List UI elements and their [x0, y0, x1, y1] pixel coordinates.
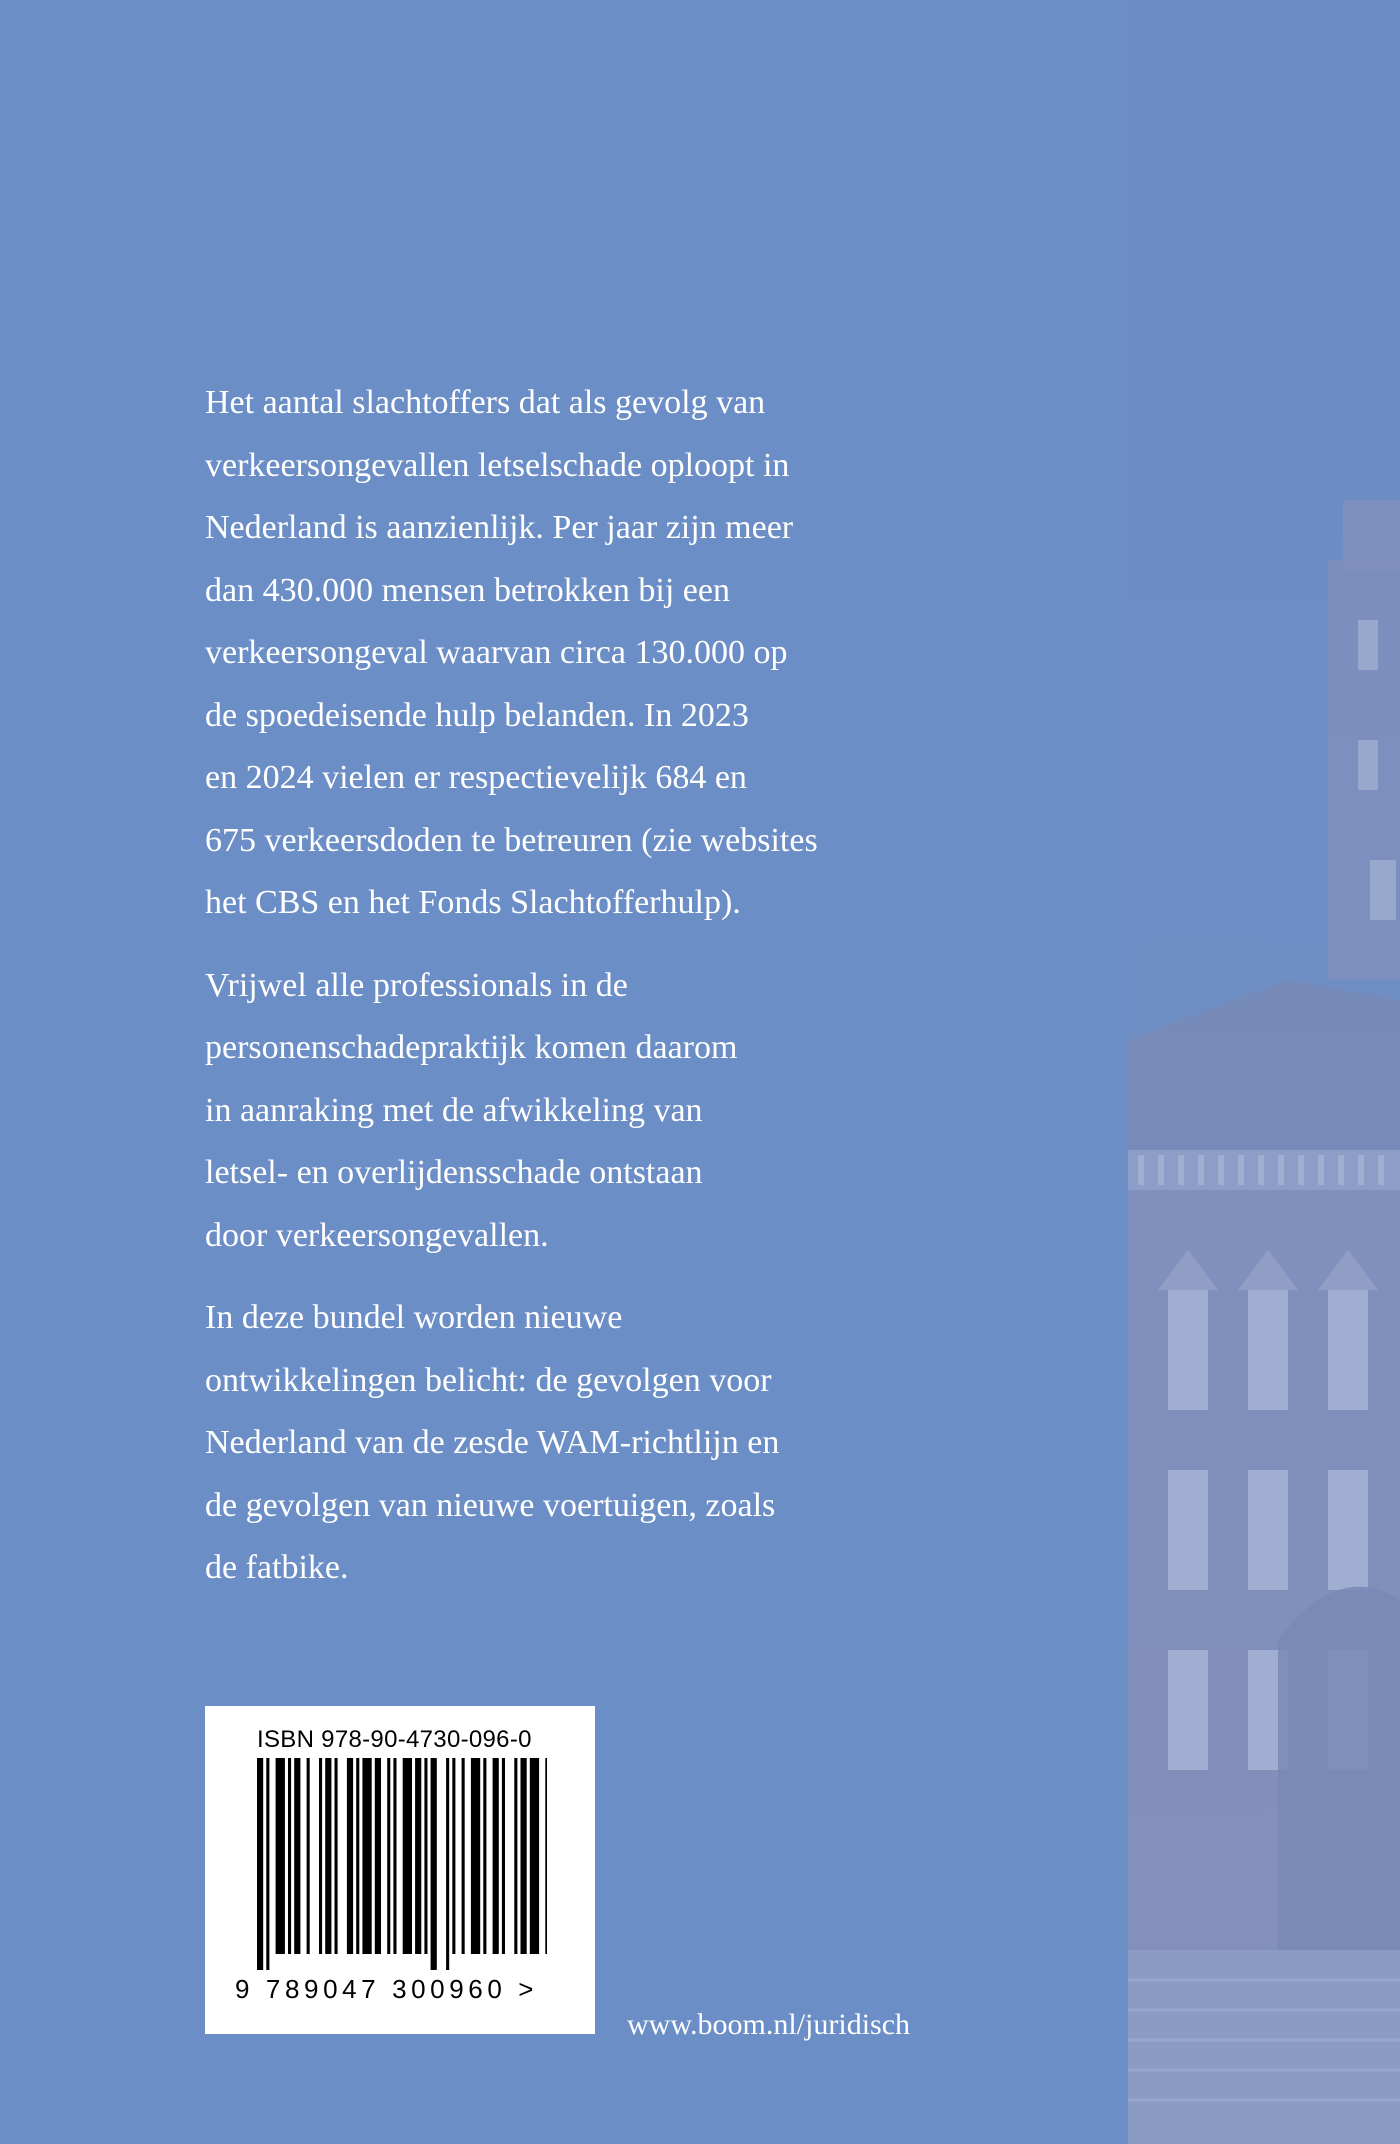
barcode-digits: 9 789047 300960 >	[235, 1974, 539, 2004]
barcode-bar	[452, 1758, 455, 1954]
isbn-barcode	[205, 1706, 595, 2034]
blurb-paragraph-2: Vrijwel alle professionals in de personenschadepraktijk komen daarom in aanraking met de afwikkeling van letsel- en overlijdensschade ontstaan door verkeersongevallen.	[205, 966, 738, 1254]
barcode-bar	[362, 1758, 371, 1954]
blurb-paragraph-3: In deze bundel worden nieuwe ontwikkelingen belicht: de gevolgen voor Nederland van de zesde WAM-richtlijn en de gevolgen van nieuwe voertuigen, zoals de fatbike.	[205, 1299, 780, 1586]
barcode-bar	[483, 1758, 486, 1954]
barcode-bar	[530, 1758, 539, 1954]
barcode-bar	[545, 1758, 547, 1954]
barcode-bar	[288, 1758, 291, 1954]
barcode-bar	[266, 1758, 269, 1970]
barcode-bars	[257, 1758, 547, 1970]
barcode-bar	[294, 1758, 300, 1954]
barcode-bar	[347, 1758, 353, 1954]
barcode-bar	[462, 1758, 465, 1954]
barcode-bar	[514, 1758, 517, 1954]
barcode-bar	[307, 1758, 310, 1954]
building-photo	[1128, 0, 1400, 2144]
barcode-bar	[431, 1758, 437, 1970]
barcode-bar	[471, 1758, 480, 1954]
barcode-bar	[521, 1758, 527, 1954]
barcode-bar	[387, 1758, 390, 1954]
barcode-bar	[319, 1758, 322, 1954]
isbn-label: ISBN 978-90-4730-096-0	[257, 1726, 532, 1753]
barcode-bar	[393, 1758, 396, 1954]
barcode-bar	[335, 1758, 338, 1954]
barcode-bar	[424, 1758, 427, 1954]
barcode-bar	[257, 1758, 263, 1970]
publisher-website: www.boom.nl/juridisch	[627, 2008, 911, 2041]
blurb-paragraph-1: Het aantal slachtoffers dat als gevolg van verkeersongevallen letselschade oploopt in Nederland is aanzienlijk. Per jaar zijn meer dan 430.000 mensen betrokken bij een verkeersongeval waarvan circa 130.000 op de spoedeisende hulp belanden. In 2023 en 2024 vielen er respectievelijk 684 en 675 verkeersdoden te betreuren (zie websites het CBS en het Fonds Slachtofferhulp).	[205, 384, 818, 921]
barcode-bar	[446, 1758, 449, 1970]
barcode-bar	[356, 1758, 359, 1954]
barcode-bar	[502, 1758, 505, 1954]
barcode-bar	[325, 1758, 331, 1954]
barcode-bar	[375, 1758, 381, 1954]
back-cover-blurb	[205, 372, 905, 1620]
barcode-bar	[415, 1758, 421, 1954]
barcode-bar	[403, 1758, 412, 1954]
barcode-bar	[493, 1758, 499, 1954]
barcode-bar	[276, 1758, 285, 1954]
